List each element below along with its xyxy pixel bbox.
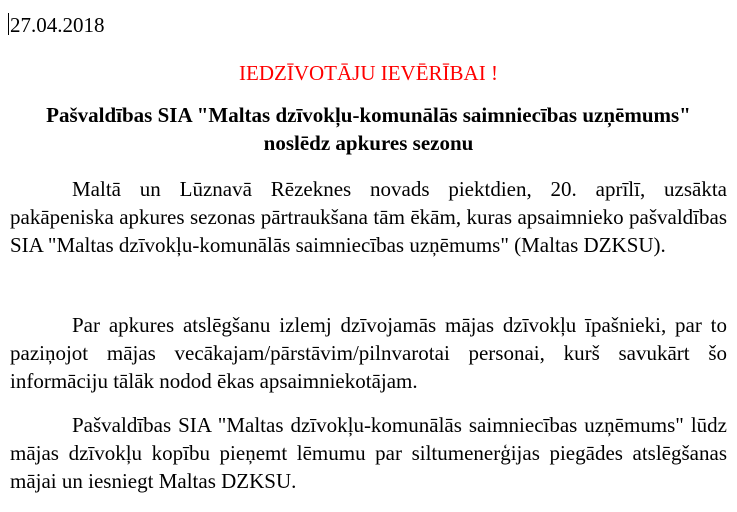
date-line	[8, 12, 105, 38]
paragraph-3: Pašvaldības SIA "Maltas dzīvokļu-komunālās saimniecības uzņēmums" lūdz mājas dzīvokļu kopību pieņemt lēmumu par siltumenerģijas piegādes atslēgšanas mājai un iesniegt Maltas DZKSU.	[10, 413, 727, 493]
notice-heading: IEDZĪVOTĀJU IEVĒRĪBAI !	[239, 61, 498, 85]
article-headline: Pašvaldības SIA "Maltas dzīvokļu-komunālās saimniecības uzņēmums" noslēdz apkures sezonu	[46, 103, 691, 155]
document-date: 27.04.2018	[10, 13, 105, 37]
text-cursor	[8, 13, 9, 35]
paragraph-2: Par apkures atslēgšanu izlemj dzīvojamās mājas dzīvokļu īpašnieki, par to paziņojot mājas vecākajam/pārstāvim/pilnvarotai personai, kurš savukārt šo informāciju tālāk nodod ēkas apsaimniekotājam.	[10, 313, 727, 393]
paragraph-1: Maltā un Lūznavā Rēzeknes novads piektdien, 20. aprīlī, uzsākta pakāpeniska apkures sezonas pārtraukšana tām ēkām, kuras apsaimnieko pašvaldības SIA "Maltas dzīvokļu-komunālās saimniecības uzņēmums" (Maltas DZKSU).	[10, 177, 727, 257]
